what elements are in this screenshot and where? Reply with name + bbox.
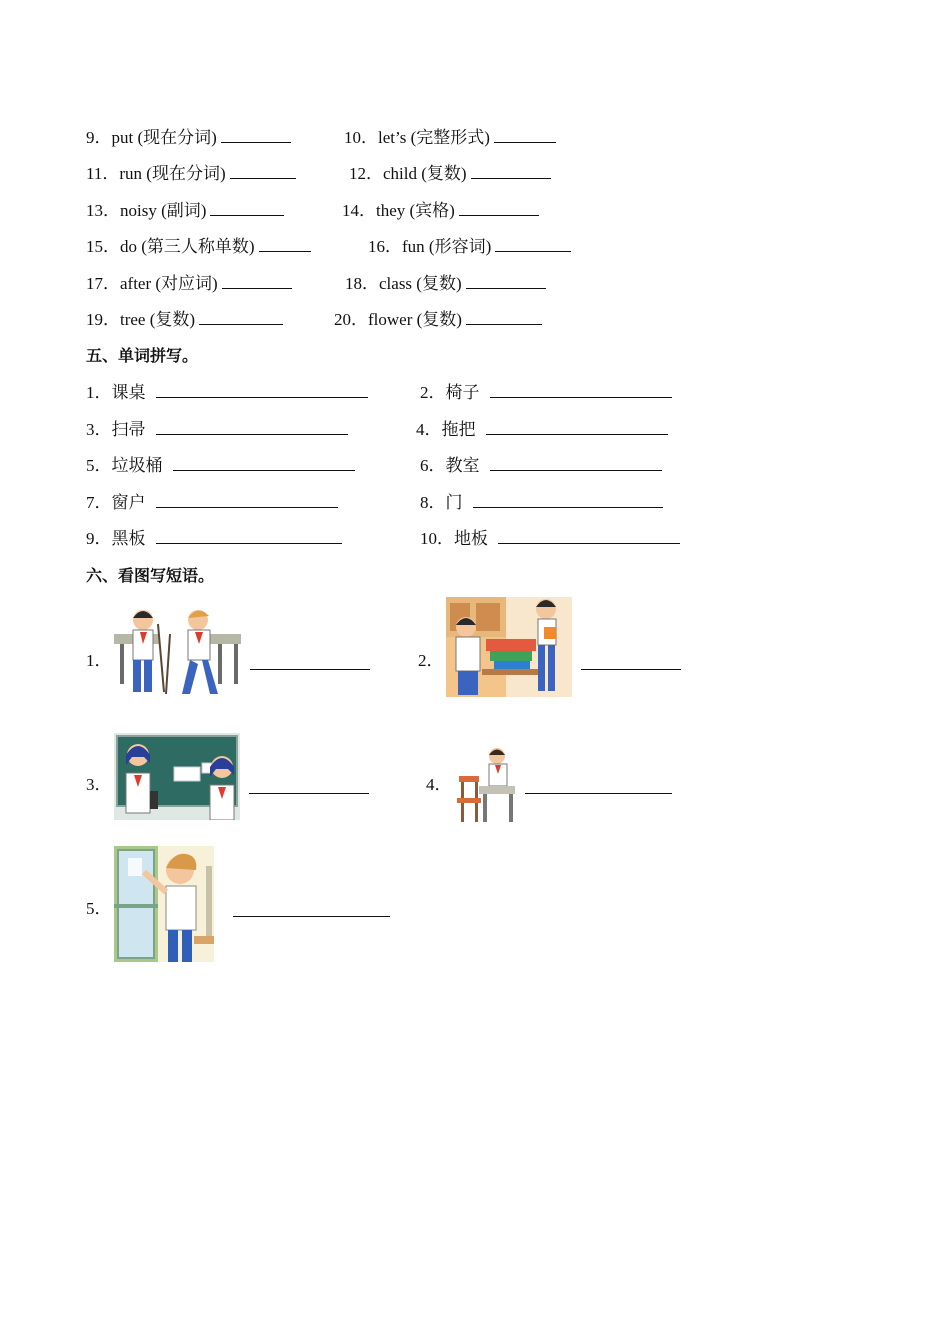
answer-blank[interactable]: [498, 529, 680, 544]
question-13: 13．noisy (副词): [86, 201, 284, 221]
spelling-7: 7．窗户: [86, 493, 338, 513]
answer-blank[interactable]: [525, 793, 672, 794]
spelling-3: 3．扫帚: [86, 420, 348, 440]
answer-blank[interactable]: [259, 237, 311, 252]
spelling-9: 9．黑板: [86, 529, 342, 549]
answer-blank[interactable]: [466, 310, 542, 325]
answer-blank[interactable]: [581, 669, 681, 670]
answer-blank[interactable]: [473, 493, 663, 508]
answer-blank[interactable]: [233, 916, 390, 917]
question-18: 18．class (复数): [345, 274, 546, 294]
picture-item-5-number: 5．: [86, 899, 112, 918]
answer-blank[interactable]: [230, 164, 296, 179]
answer-blank[interactable]: [156, 493, 338, 508]
answer-blank[interactable]: [495, 237, 571, 252]
spelling-8: 8．门: [420, 493, 663, 513]
answer-blank[interactable]: [156, 529, 342, 544]
spelling-4: 4．拖把: [416, 420, 668, 440]
answer-blank[interactable]: [459, 201, 539, 216]
sweeping-floor-illustration: [114, 604, 241, 698]
question-10: 10．let’s (完整形式): [344, 128, 556, 148]
answer-blank[interactable]: [221, 128, 291, 143]
arranging-books-illustration: [446, 597, 572, 697]
spelling-2: 2．椅子: [420, 383, 672, 403]
answer-blank[interactable]: [156, 420, 348, 435]
question-9: 9．put (现在分词): [86, 128, 291, 148]
question-14: 14．they (宾格): [342, 201, 539, 221]
spelling-1: 1．课桌: [86, 383, 368, 403]
answer-blank[interactable]: [210, 201, 284, 216]
section-5-heading: 五、单词拼写。: [86, 346, 199, 365]
picture-item-2-number: 2．: [418, 651, 444, 670]
answer-blank[interactable]: [494, 128, 556, 143]
answer-blank[interactable]: [249, 793, 369, 794]
picture-item-3-number: 3．: [86, 775, 112, 794]
answer-blank[interactable]: [250, 669, 370, 670]
spelling-6: 6．教室: [420, 456, 662, 476]
cleaning-blackboard-illustration: [114, 733, 240, 820]
answer-blank[interactable]: [466, 274, 546, 289]
question-17: 17．after (对应词): [86, 274, 292, 294]
answer-blank[interactable]: [222, 274, 292, 289]
answer-blank[interactable]: [156, 383, 368, 398]
answer-blank[interactable]: [486, 420, 668, 435]
picture-item-1-number: 1．: [86, 651, 112, 670]
question-16: 16．fun (形容词): [368, 237, 571, 257]
question-12: 12．child (复数): [349, 164, 551, 184]
answer-blank[interactable]: [490, 383, 672, 398]
answer-blank[interactable]: [490, 456, 662, 471]
answer-blank[interactable]: [173, 456, 355, 471]
question-20: 20．flower (复数): [334, 310, 542, 330]
answer-blank[interactable]: [471, 164, 551, 179]
cleaning-window-illustration: [114, 846, 214, 962]
question-19: 19．tree (复数): [86, 310, 283, 330]
spelling-10: 10．地板: [420, 529, 680, 549]
answer-blank[interactable]: [199, 310, 283, 325]
spelling-5: 5．垃圾桶: [86, 456, 355, 476]
question-11: 11．run (现在分词): [86, 164, 296, 184]
question-15: 15．do (第三人称单数): [86, 237, 311, 257]
cleaning-desk-illustration: [453, 746, 515, 824]
picture-item-4-number: 4．: [426, 775, 452, 794]
section-6-heading: 六、看图写短语。: [86, 566, 215, 585]
